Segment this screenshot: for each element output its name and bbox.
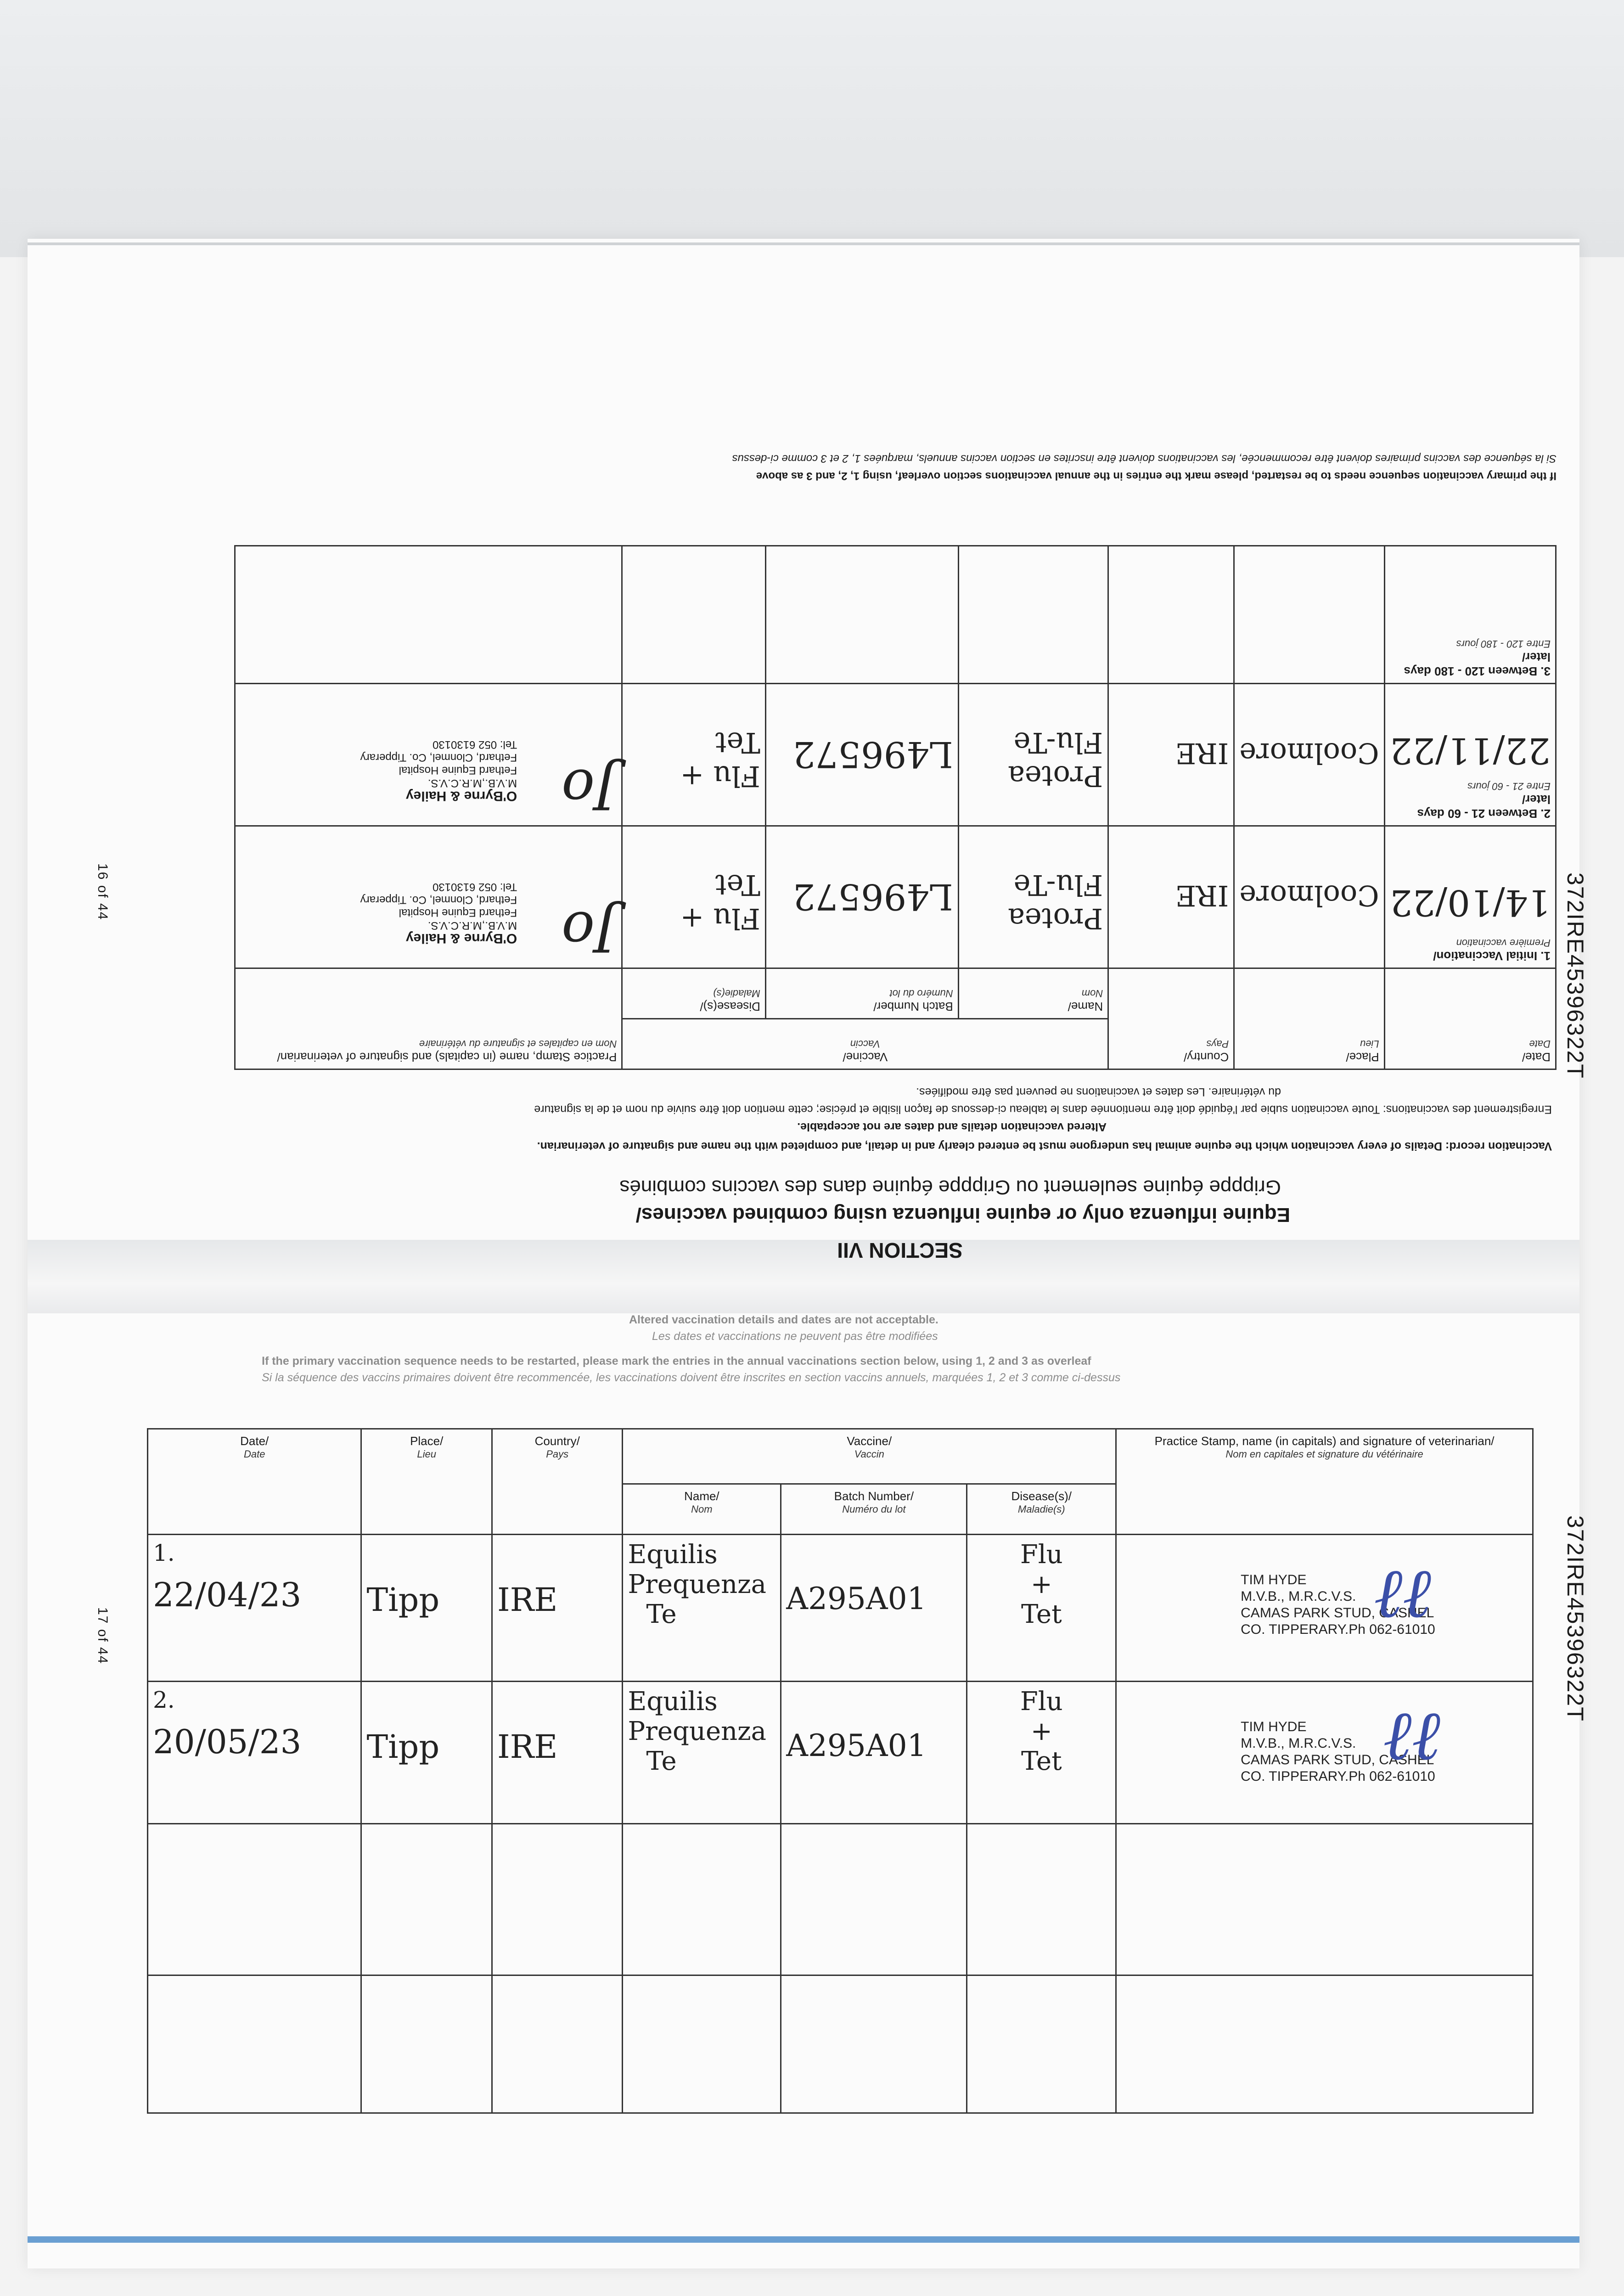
passport-id-top: 372IRE45396322T: [1562, 872, 1588, 1079]
col-batch: Batch Number/: [873, 1000, 953, 1013]
primary-vaccination-table: [234, 545, 1557, 1070]
passport-edge-strip: [28, 2236, 1579, 2243]
place-value: Coolmore: [1239, 737, 1379, 770]
disease-line2: +: [1030, 1716, 1052, 1746]
col-vaccine-fr: Vaccin: [854, 1448, 884, 1460]
col-place: Place/: [1346, 1050, 1379, 1064]
col-country-fr: Pays: [546, 1448, 569, 1460]
date-value: 14/10/22: [1389, 882, 1551, 923]
country-value: IRE: [1175, 879, 1229, 912]
faded-restart-fr: Si la séquence des vaccins primaires doivent être recommencée, les vaccinations doivent être inscrites en section vaccins annuels, marquées 1, 2 et 3 comme ci-dessus: [262, 1371, 1121, 1384]
vaccine-name-line3: Te: [646, 1599, 677, 1629]
row-number: 1.: [153, 1540, 175, 1566]
col-vaccine: Vaccine/: [847, 1434, 892, 1448]
record-fr2: du vétérinaire. Les dates et vaccinations ne peuvent pas être modifiées.: [916, 1086, 1281, 1098]
row-sublabel: Entre 120 - 180 jours: [1456, 638, 1551, 650]
col-country: Country/: [1184, 1050, 1229, 1064]
table-row: [235, 826, 1556, 968]
col-practice: Practice Stamp, name (in capitals) and signature of veterinarian/: [1154, 1434, 1495, 1448]
table-row: [148, 1975, 1533, 2113]
vet-signature-mark: Jo: [562, 757, 617, 821]
col-disease: Disease(s)/: [700, 1000, 760, 1013]
row-number: 2.: [153, 1687, 175, 1713]
country-value: IRE: [497, 1581, 558, 1619]
row-sublabel: Première vaccination: [1456, 937, 1551, 949]
vet-signature-mark: ℓℓ: [1374, 1553, 1432, 1633]
disease-value: Flu + Tet: [680, 868, 760, 935]
page-edge: [28, 242, 1579, 245]
vaccine-name-line2: Prequenza: [628, 1570, 767, 1599]
col-date: Date/: [1522, 1050, 1551, 1064]
col-practice-fr: Nom en capitales et signature du vétérinaire: [419, 1038, 617, 1050]
section-subtitle-en: Equine influenza only or equine influenza using combined vaccines/: [635, 1204, 1290, 1226]
table-row: [148, 1824, 1533, 1975]
vaccine-name-value: Protea Flu-Te: [1008, 726, 1103, 793]
table-row: [235, 546, 1556, 684]
country-value: IRE: [497, 1728, 558, 1766]
scanner-background: [0, 0, 1624, 257]
faded-notice-fr: Les dates et vaccinations ne peuvent pas être modifiées: [652, 1330, 938, 1343]
faded-restart-en: If the primary vaccination sequence needs to be restarted, please mark the entries in the annual vaccinations section below, using 1, 2 and 3 as overleaf: [262, 1355, 1091, 1367]
page-17: [147, 1313, 1570, 2190]
table-row: [235, 684, 1556, 826]
record-fr: Enregistrement des vaccinations: Toute vaccination subie par l'équidé doit être mentionnée dans le tableau ci-dessous de façon lisible et précise; cette mention doit être suivie du nom et de la signature: [534, 1103, 1552, 1116]
record-en2: Altered vaccination details and dates are not acceptable.: [797, 1120, 1107, 1133]
date-value: 22/11/22: [1389, 730, 1551, 771]
row-label: 2. Between 21 - 60 days later/: [1417, 793, 1551, 821]
vet-stamp: TIM HYDE M.V.B., M.R.C.V.S. CAMAS PARK STUD, CASHEL CO. TIPPERARY.Ph 062-61010: [1241, 1719, 1435, 1784]
place-value: Tipp: [366, 1581, 440, 1619]
col-name: Name/: [684, 1489, 719, 1503]
vaccine-name-line2: Prequenza: [628, 1716, 767, 1746]
section-title: SECTION VII: [837, 1238, 963, 1262]
page-number-17: 17 of 44: [95, 1607, 110, 1665]
col-disease: Disease(s)/: [1011, 1489, 1072, 1503]
disease-line2: +: [1030, 1570, 1052, 1599]
page-number-16: 16 of 44: [95, 863, 110, 921]
vet-stamp: O'Byrne & Hailey M.V.B.,M.R.C.V.S. Fethard Equine Hospital Fethard, Clonmel, Co. Tipperary Tel: 052 6130130: [360, 738, 517, 804]
table-row: [148, 1682, 1533, 1824]
row-sublabel: Entre 21 - 60 jours: [1467, 781, 1551, 792]
col-disease-fr: Maladie(s): [713, 988, 760, 999]
col-batch-fr: Numéro du lot: [889, 988, 953, 999]
col-name-fr: Nom: [691, 1503, 713, 1515]
date-value: 22/04/23: [153, 1576, 302, 1614]
vet-stamp: O'Byrne & Hailey M.V.B.,M.R.C.V.S. Fethard Equine Hospital Fethard, Clonmel, Co. Tipperary Tel: 052 6130130: [360, 881, 517, 946]
page-16-upside-down: [138, 404, 1566, 1267]
col-country-fr: Pays: [1206, 1038, 1229, 1050]
disease-line3: Tet: [1021, 1599, 1062, 1629]
batch-value: L496572: [792, 733, 953, 775]
col-place-fr: Lieu: [1360, 1038, 1379, 1050]
vet-stamp: TIM HYDE M.V.B., M.R.C.V.S. CAMAS PARK STUD, CASHEL CO. TIPPERARY.Ph 062-61010: [1241, 1572, 1435, 1637]
col-date: Date/: [240, 1434, 269, 1448]
batch-value: A295A01: [786, 1728, 927, 1763]
col-vaccine: Vaccine/: [843, 1050, 888, 1064]
col-date-fr: Date: [1529, 1038, 1551, 1050]
disease-line1: Flu: [1020, 1540, 1063, 1570]
vaccine-name-value: Protea Flu-Te: [1008, 868, 1103, 935]
footer-fr: Si la séquence des vaccins primaires doivent être recommencée, les vaccinations doivent être inscrites en section vaccins annuels, marquées 1, 2 et 3 comme ci-dessus: [732, 452, 1557, 465]
disease-line1: Flu: [1020, 1687, 1063, 1716]
col-batch: Batch Number/: [834, 1489, 914, 1503]
passport-id-bottom: 372IRE45396322T: [1562, 1515, 1588, 1722]
col-date-fr: Date: [243, 1448, 265, 1460]
place-value: Coolmore: [1239, 879, 1379, 912]
col-batch-fr: Numéro du lot: [842, 1503, 906, 1515]
row-label: 3. Between 120 - 180 days later/: [1404, 650, 1551, 678]
section-subtitle-fr: Gripppe équine seulement ou Gripppe équine dans des vaccins combinés: [619, 1176, 1281, 1199]
row-label: 1. Initial Vaccination/: [1433, 949, 1551, 963]
col-name: Name/: [1068, 1000, 1103, 1013]
date-value: 20/05/23: [153, 1722, 302, 1761]
country-value: IRE: [1175, 737, 1229, 770]
vaccine-name-line1: Equilis: [628, 1687, 718, 1716]
batch-value: L496572: [792, 876, 953, 917]
col-name-fr: Nom: [1081, 988, 1103, 999]
vet-signature-mark: ℓℓ: [1383, 1696, 1441, 1776]
vaccine-name-line3: Te: [646, 1746, 677, 1776]
place-value: Tipp: [366, 1728, 440, 1766]
col-vaccine-fr: Vaccin: [850, 1038, 880, 1050]
annual-vaccination-table: [147, 1428, 1534, 2114]
col-practice: Practice Stamp, name (in capitals) and signature of veterinarian/: [277, 1050, 617, 1064]
table-row: [148, 1535, 1533, 1682]
batch-value: A295A01: [786, 1581, 927, 1616]
record-en: Vaccination record: Details of every vaccination which the equine animal has undergone must be entered clearly and in detail, and completed with the name and signature of veterinarian.: [537, 1140, 1552, 1153]
footer-en: If the primary vaccination sequence needs to be restarted, please mark the entries in the annual vaccinations section overleaf, using 1, 2, and 3 as above: [756, 470, 1557, 482]
vaccine-name-line1: Equilis: [628, 1540, 718, 1570]
col-place: Place/: [410, 1434, 444, 1448]
col-place-fr: Lieu: [417, 1448, 436, 1460]
vet-signature-mark: Jo: [562, 899, 617, 963]
col-disease-fr: Maladie(s): [1017, 1503, 1065, 1515]
disease-value: Flu + Tet: [680, 726, 760, 793]
col-practice-fr: Nom en capitales et signature du vétérinaire: [1225, 1448, 1423, 1460]
col-country: Country/: [534, 1434, 580, 1448]
disease-line3: Tet: [1021, 1746, 1062, 1776]
faded-notice-en: Altered vaccination details and dates are not acceptable.: [629, 1313, 938, 1326]
